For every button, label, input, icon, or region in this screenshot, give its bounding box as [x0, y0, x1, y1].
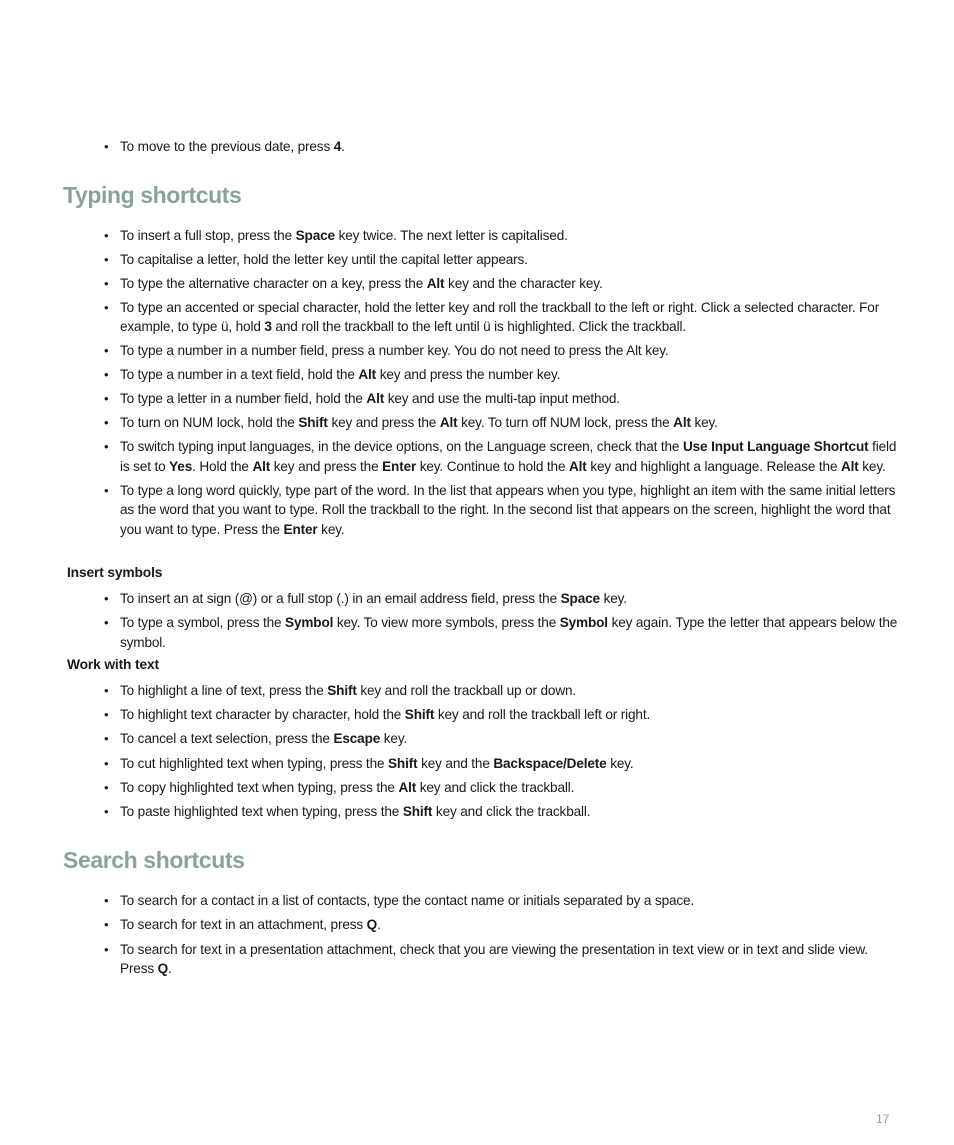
list-item: [120, 613, 898, 652]
text-run: To type a number in a number field, press a number key. You do not need to press the Alt key.: [120, 343, 669, 359]
text-run: To cut highlighted text when typing, press the: [120, 755, 389, 771]
text-run: To type a symbol, press the: [120, 615, 286, 631]
text-run: key.: [380, 731, 408, 747]
key-name: Alt: [439, 415, 458, 431]
list-item: [120, 389, 898, 408]
text-run: To type a letter in a number field, hold the: [120, 391, 367, 407]
key-name: Yes: [169, 458, 193, 474]
key-name: Shift: [404, 707, 435, 723]
text-run: To turn on NUM lock, hold the: [120, 415, 299, 431]
key-name: Enter: [283, 521, 318, 537]
list-item: [120, 729, 898, 748]
text-run: key.: [690, 415, 718, 431]
text-run: key.: [317, 521, 345, 537]
text-run: key and use the multi-tap input method.: [384, 391, 620, 407]
list-item: [120, 365, 898, 384]
key-name: Alt: [569, 458, 587, 474]
key-name: Shift: [298, 415, 328, 431]
text-run: To capitalise a letter, hold the letter key until the capital letter appears.: [120, 252, 528, 267]
text-run: key and click the trackball.: [432, 804, 591, 820]
section-heading-search-shortcuts: Search shortcuts: [63, 847, 245, 873]
list-item: [120, 250, 898, 269]
top-bullet-list: [120, 137, 898, 156]
list-item: [120, 802, 898, 821]
text-run: key. To view more symbols, press the: [333, 615, 560, 631]
text-run: key and press the: [270, 458, 383, 474]
key-name: Alt: [673, 415, 691, 431]
key-name: Use Input Language Shortcut: [682, 439, 869, 455]
key-name: Escape: [333, 731, 381, 747]
subheading-insert-symbols: Insert symbols: [67, 565, 163, 580]
page-number: 17: [876, 1112, 890, 1126]
key-name: Alt: [426, 276, 445, 291]
text-run: . Hold the: [192, 458, 253, 474]
search-shortcuts-list: [120, 891, 898, 979]
text-run: key and highlight a language. Release the: [586, 458, 841, 474]
text-run: key and press the: [327, 415, 440, 431]
key-name: Symbol: [285, 615, 334, 631]
key-name: Shift: [388, 755, 418, 771]
insert-symbols-list: [120, 589, 898, 652]
key-name: Alt: [358, 367, 377, 383]
text-run: To search for text in an attachment, press: [120, 917, 367, 933]
text-run: To type an accented or special character, hold the letter key and roll the trackball to the left or right. Click a selected character. For example, to type ü, hold: [120, 300, 880, 335]
key-name: Space: [295, 228, 335, 243]
list-item: [120, 705, 898, 724]
text-run: To copy highlighted text when typing, press the: [120, 779, 399, 795]
text-run: To highlight a line of text, press the: [120, 683, 328, 698]
list-item: [120, 341, 898, 360]
text-run: key and the character key.: [444, 276, 603, 291]
text-run: key twice. The next letter is capitalised.: [334, 228, 568, 243]
key-name: 3: [264, 319, 272, 335]
key-name: 4: [333, 139, 342, 154]
text-run: key.: [858, 458, 886, 474]
text-run: key.: [606, 755, 634, 771]
text-run: key. Continue to hold the: [416, 458, 570, 474]
key-name: Shift: [327, 683, 357, 698]
list-item: [120, 915, 898, 934]
text-run: key and the: [417, 755, 494, 771]
text-run: key and roll the trackball up or down.: [356, 683, 577, 698]
key-name: Alt: [840, 458, 859, 474]
list-item: [120, 481, 898, 539]
list-item: [120, 274, 898, 293]
list-item: [120, 681, 898, 700]
key-name: Space: [560, 591, 600, 606]
text-run: key and roll the trackball left or right.: [434, 707, 651, 723]
text-run: To type the alternative character on a key, press the: [120, 276, 427, 291]
text-run: field is set to: [120, 439, 897, 474]
list-item: [120, 940, 898, 979]
section-heading-typing-shortcuts: Typing shortcuts: [63, 182, 242, 208]
key-name: Q: [157, 961, 169, 977]
text-run: To cancel a text selection, press the: [120, 731, 334, 747]
text-run: key. To turn off NUM lock, press the: [457, 415, 674, 431]
key-name: Shift: [402, 804, 433, 820]
key-name: Enter: [382, 458, 417, 474]
key-name: Alt: [252, 458, 271, 474]
text-run: To move to the previous date, press: [120, 139, 334, 154]
text-run: To insert an at sign (@) or a full stop (.) in an email address field, press the: [120, 591, 561, 606]
text-run: .: [341, 139, 345, 154]
list-item: [120, 413, 898, 432]
text-run: key.: [599, 591, 627, 606]
text-run: key again. Type the letter that appears below the symbol.: [120, 615, 898, 650]
key-name: Backspace/Delete: [493, 755, 607, 771]
key-name: Symbol: [559, 615, 608, 631]
text-run: .: [168, 961, 172, 977]
list-item: [120, 778, 898, 797]
list-item: [120, 137, 898, 156]
list-item: [120, 891, 898, 910]
list-item: [120, 754, 898, 773]
text-run: key and press the number key.: [376, 367, 561, 383]
text-run: To search for a contact in a list of contacts, type the contact name or initials separated by a space.: [120, 893, 695, 908]
text-run: To search for text in a presentation attachment, check that you are viewing the presentation in text view or in text and slide view. Press: [120, 941, 868, 977]
key-name: Q: [366, 917, 378, 933]
list-item: [120, 298, 898, 337]
key-name: Alt: [366, 391, 385, 407]
text-run: To type a number in a text field, hold the: [120, 367, 359, 383]
text-run: To insert a full stop, press the: [120, 228, 296, 243]
typing-shortcuts-list: [120, 226, 898, 539]
key-name: Alt: [398, 779, 417, 795]
text-run: To highlight text character by character, hold the: [120, 707, 405, 723]
list-item: [120, 226, 898, 245]
text-run: key and click the trackball.: [416, 779, 575, 795]
work-with-text-list: [120, 681, 898, 821]
text-run: .: [377, 917, 381, 933]
list-item: [120, 589, 898, 608]
text-run: To paste highlighted text when typing, press the: [120, 804, 403, 820]
text-run: To switch typing input languages, in the device options, on the Language screen, check that the: [120, 439, 683, 455]
text-run: To type a long word quickly, type part of the word. In the list that appears when you type, highlight an item with the same initial letters as the word that you want to type. Roll the trackball to the right. In the second list that appears on the screen, highlight the word that you want to type. Press the: [120, 482, 896, 537]
subheading-work-with-text: Work with text: [67, 657, 159, 672]
list-item: [120, 437, 898, 476]
text-run: and roll the trackball to the left until ü is highlighted. Click the trackball.: [271, 319, 686, 335]
